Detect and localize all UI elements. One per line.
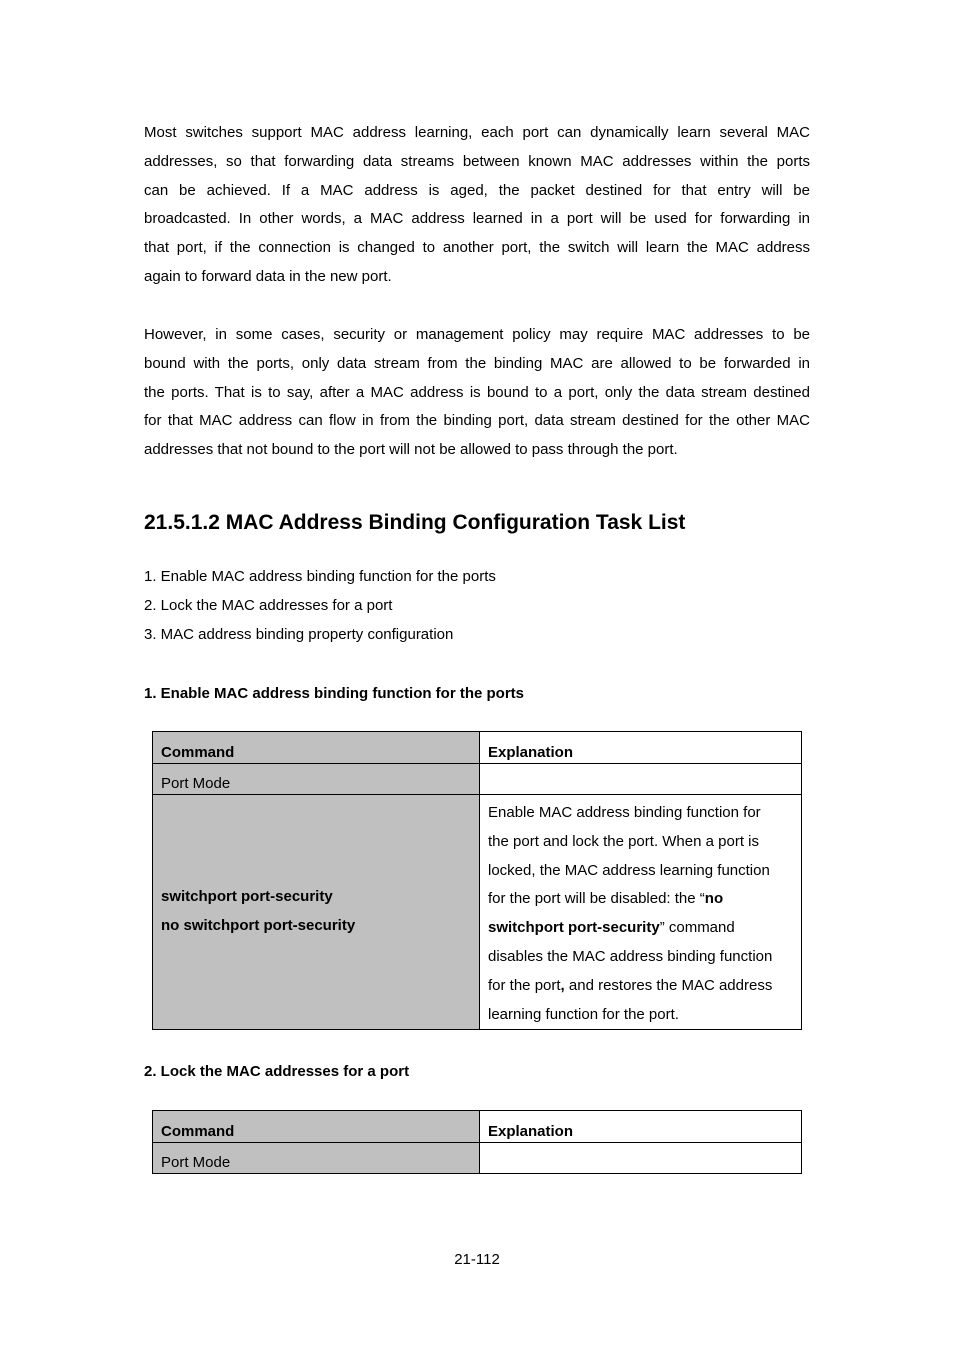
section-title: 21.5.1.2 MAC Address Binding Configuration Task List bbox=[144, 511, 686, 534]
explanation-text: Enable MAC address binding function for the port and lock the port. When a port is locked, the MAC address learning function for the port will be disabled: the “no switchport port-security” command disables the MAC address binding function for the port, and restores the MAC address learning function for the port. bbox=[488, 804, 773, 1023]
command-text: switchport port-security bbox=[161, 888, 333, 906]
empty-cell bbox=[480, 764, 802, 795]
command-text: no switchport port-security bbox=[161, 917, 356, 935]
table-header-row bbox=[153, 1111, 802, 1143]
text-line: can be achieved. If a MAC address is aged, the packet destined for that entry will be bbox=[144, 181, 810, 199]
command-table-1 bbox=[152, 731, 802, 1030]
list-item: 3. MAC address binding property configuration bbox=[144, 625, 454, 643]
header-explanation: Explanation bbox=[480, 732, 802, 764]
list-item: 1. Enable MAC address binding function for the ports bbox=[144, 568, 496, 585]
explanation-cell bbox=[480, 795, 802, 1030]
text-line: the ports. That is to say, after a MAC address is bound to a port, only the data stream destined bbox=[144, 383, 810, 401]
text-line: for that MAC address can flow in from the binding port, data stream destined for the other MAC bbox=[144, 412, 810, 430]
table-row bbox=[153, 764, 802, 795]
text-line: Most switches support MAC address learning, each port can dynamically learn several MAC bbox=[144, 124, 810, 141]
header-explanation: Explanation bbox=[480, 1111, 802, 1143]
text-line: addresses that not bound to the port will not be allowed to pass through the port. bbox=[144, 441, 678, 459]
mode-cell: Port Mode bbox=[153, 764, 480, 795]
task-list bbox=[144, 563, 496, 649]
subsection-title-2: 2. Lock the MAC addresses for a port bbox=[144, 1063, 410, 1080]
command-cell bbox=[153, 795, 480, 1030]
text-line: again to forward data in the new port. bbox=[144, 267, 392, 285]
table-row bbox=[153, 1143, 802, 1174]
table-row bbox=[153, 795, 802, 1030]
list-item: 2. Lock the MAC addresses for a port bbox=[144, 596, 393, 614]
intro-paragraph-1 bbox=[144, 119, 810, 292]
command-table-2 bbox=[152, 1110, 802, 1174]
page-number: 21-112 bbox=[454, 1251, 500, 1268]
mode-cell: Port Mode bbox=[153, 1143, 480, 1174]
text-line: addresses, so that forwarding data streams between known MAC addresses within the ports bbox=[144, 152, 810, 170]
text-line: that port, if the connection is changed to another port, the switch will learn the MAC address bbox=[144, 239, 810, 257]
text-line: However, in some cases, security or management policy may require MAC addresses to be bbox=[144, 326, 810, 343]
empty-cell bbox=[480, 1143, 802, 1174]
table-header-row bbox=[153, 732, 802, 764]
text-line: bound with the ports, only data stream from the binding MAC are allowed to be forwarded in bbox=[144, 354, 810, 372]
text-line: broadcasted. In other words, a MAC address learned in a port will be used for forwarding in bbox=[144, 210, 810, 228]
subsection-title-1: 1. Enable MAC address binding function for the ports bbox=[144, 685, 525, 702]
intro-paragraph-2 bbox=[144, 321, 810, 465]
header-command: Command bbox=[153, 732, 480, 764]
header-command: Command bbox=[153, 1111, 480, 1143]
